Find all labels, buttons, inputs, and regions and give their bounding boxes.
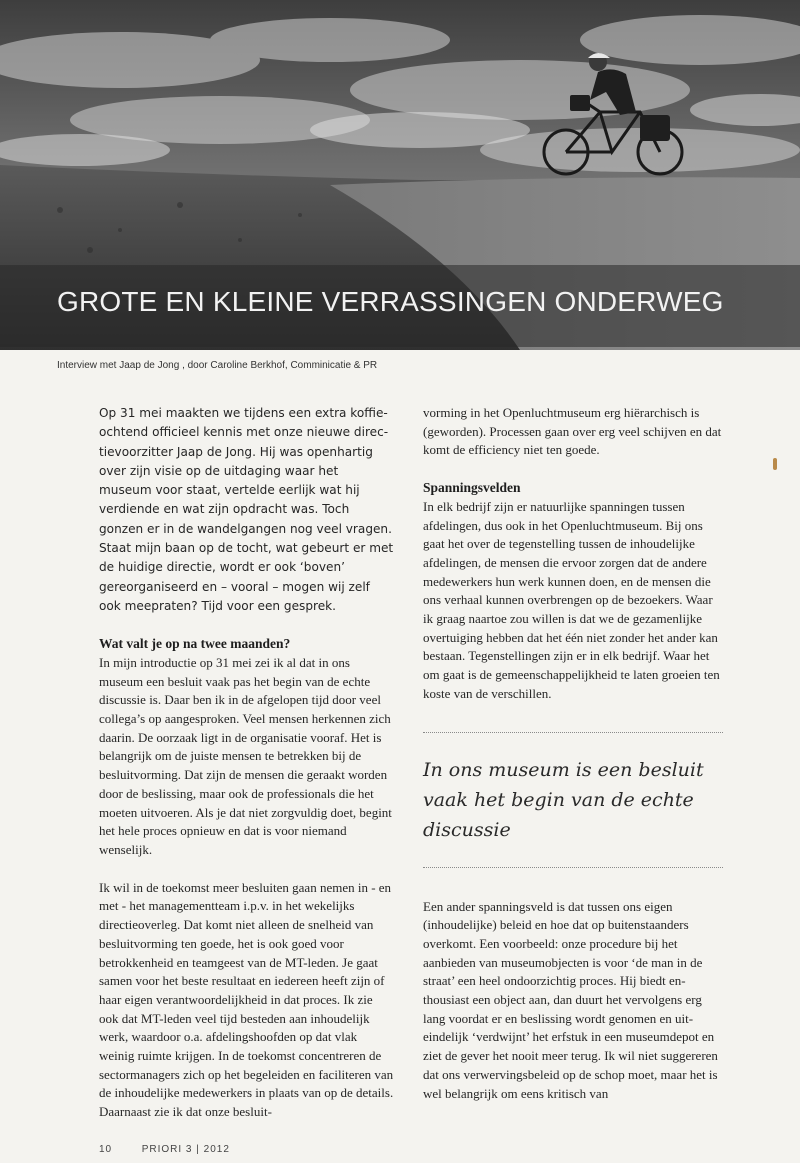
body-paragraph: Ik wil in de toekomst meer besluiten gaan nemen in - en met - het managementteam i.p.v. in het wekelijks directieoverleg. Dat komt niet alleen de snelheid van besluitvorming ten goede, het is ook goed voor betrokkenheid en teamgeest van de MT-leden. Je gaat samen voor het beste resultaat en iedereen heeft zijn of haar eigen verantwoordelijkheid in dat proces. Ik zie ook dat MT-leden veel tijd besteden aan inhoudelijk werk, waardoor o.a. afdelingshoofden op dat vlak weinig ruimte krijgen. In de toekomst concentreren de sectormanagers zich op het begeleiden en faciliteren van de inhoudelijke medewerkers in plaats van op de details. Daarnaast zie ik dat onze besluit-: [99, 879, 394, 1120]
body-paragraph: In mijn introductie op 31 mei zei ik al dat in ons museum een besluit vaak pas het begin van de echte discussie is. Daar ben ik in de afgelopen tijd door veel collega’s op aangesproken. Veel mensen herkennen zich daarin. De oorzaak ligt in de organisatie vooraf. Het is belangrijk om de juiste mensen te betrekken bij de besluitvorming. Dat zijn de mensen die geraakt worden door de beslissing, maar ook de professionals die het moeten uitvoeren. Als je dat niet zorgvuldig doet, begint het hele proces opnieuw en dat is voor niemand wenselijk.: [99, 654, 392, 857]
magazine-issue: PRIORI 3 | 2012: [141, 1144, 230, 1155]
body-paragraph: In elk bedrijf zijn er natuurlijke spanningen tussen afdelingen, dus ook in het Openluchtmuseum. Bij ons gaat het over de tegenstelling tussen de inhoudelijke afdelingen, de mensen die ervoor zorgen dat de andere medewerkers hun werk kunnen doen, en de mensen die ons verhaal kunnen overbrengen op de bezoekers. Waar ik graag naartoe zou willen is dat we de gezamenlijke overtuiging hebben dat het één niet zonder het ander kan bestaan. Tegenstellingen zijn er in elk bedrijf. Waar het om gaat is de gemeenschappelijkheid te laten groeien ten koste van de verschillen.: [423, 498, 720, 701]
section-heading: Wat valt je op na twee maanden?: [99, 636, 291, 652]
section-heading: Spanningsvelden: [423, 480, 521, 496]
article-credit: Interview met Jaap de Jong , door Caroline Berkhof, Comminicatie & PR: [57, 360, 378, 371]
right-column: [423, 404, 723, 1122]
left-column: [99, 404, 394, 1141]
page-number: 10: [99, 1144, 113, 1155]
margin-mark: [773, 458, 777, 470]
body-paragraph: Een ander spanningsveld is dat tussen ons eigen (inhoudelijke) beleid en hoe dat op buitenstaanders overkomt. Een voorbeeld: onze procedure bij het aanbieden van museumobjecten is voor ‘de man in de straat’ een heel ondoorzichtig proces. Hij biedt enthousiast een object aan, dan duurt het vervolgens erg lang voordat er en beslissing wordt genomen en uiteindelijk ‘verdwijnt’ het erfstuk in een museumdepot en ziet de gever het nooit meer terug. Ik wil niet suggereren dat ons verwervingsbeleid op de schop moet, maar het is wel belangrijk om eens kritisch van: [423, 898, 718, 1101]
body-paragraph: vorming in het Openluchtmuseum erg hiërarchisch is (geworden). Processen gaan over erg veel schijven en dat komt de efficiency niet ten goede.: [423, 405, 722, 458]
intro-paragraph: Op 31 mei maakten we tijdens een extra koffieochtend officieel kennis met onze nieuwe directievoorzitter Jaap de Jong. Hij was openhartig over zijn visie op de uitdaging waar het museum voor staat, vertelde eerlijk wat hij verdiende en wat zijn opdracht was. Toch gonzen er in de wandelgangen nog veel vragen. Staat mijn baan op de tocht, wat gebeurt er met de huidige directie, wordt er ook ‘boven’ gereorganiseerd en – vooral – mogen wij zelf ook meepraten? Tijd voor een gesprek.: [99, 406, 394, 613]
page-footer: [99, 1144, 230, 1155]
article-title: GROTE EN KLEINE VERRASSINGEN ONDERWEG: [57, 286, 724, 317]
quote-rule-bottom: [423, 867, 723, 868]
quote-rule-top: [423, 732, 723, 733]
pull-quote: In ons museum is een besluit vaak het begin van de echte discussie: [423, 758, 704, 841]
